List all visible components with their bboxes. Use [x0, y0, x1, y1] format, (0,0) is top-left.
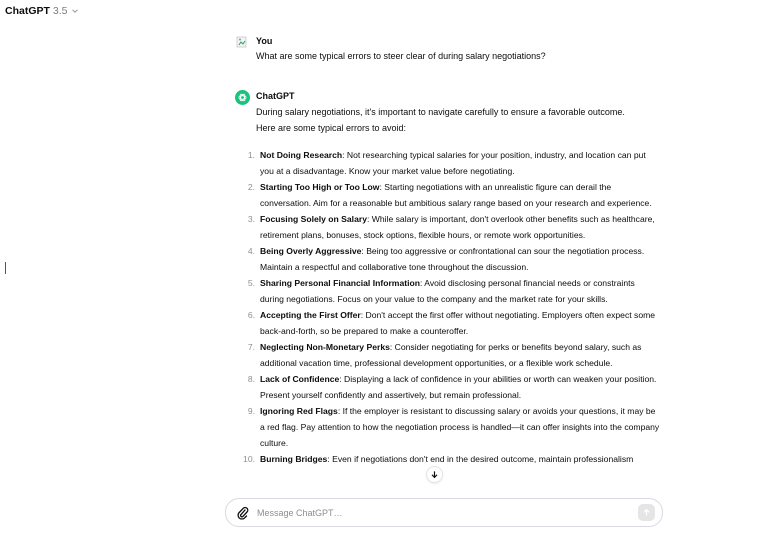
top-bar [0, 0, 768, 24]
item-number: 9. [247, 406, 255, 416]
item-number: 8. [247, 374, 255, 384]
item-body [260, 307, 660, 339]
user-author-name: You [256, 36, 273, 46]
list-item [242, 179, 662, 211]
list-item [242, 403, 662, 451]
item-body [260, 211, 660, 243]
chevron-down-icon [71, 7, 79, 15]
item-body [260, 275, 660, 307]
item-number: 7. [247, 342, 255, 352]
item-text: : Displaying a lack of confidence in your abilities or worth can weaken your position. Present yourself confidently and assertively, but remain professional. [260, 374, 657, 400]
send-button[interactable] [638, 504, 655, 521]
item-body [260, 403, 660, 451]
list-item [242, 243, 662, 275]
paperclip-icon[interactable] [236, 506, 250, 520]
item-title: Starting Too High or Too Low [260, 182, 380, 192]
item-title: Not Doing Research [260, 150, 343, 160]
item-number: 6. [247, 310, 255, 320]
item-text: : While salary is important, don't overlook other benefits such as healthcare, retirement plans, bonuses, stock options, flexible hours, or remote work opportunities. [260, 214, 655, 240]
item-text: : Don't accept the first offer without negotiating. Employers often expect some back-and-forth, so be prepared to make a counteroffer. [260, 310, 656, 336]
item-title: Focusing Solely on Salary [260, 214, 367, 224]
item-text: : Not researching typical salaries for your position, industry, and location can put you at a disadvantage. Know your market value before negotiating. [260, 150, 646, 176]
assistant-intro [256, 104, 656, 136]
item-body [260, 179, 660, 211]
message-composer [225, 498, 663, 527]
message-input[interactable] [257, 505, 627, 521]
error-list [242, 147, 662, 467]
item-text: : Even if negotiations don't end in the desired outcome, maintain professionalism [327, 454, 634, 464]
text-cursor [5, 262, 6, 274]
item-body [260, 147, 660, 179]
model-selector[interactable] [5, 5, 79, 17]
arrow-up-icon [642, 508, 651, 517]
item-text: : Avoid disclosing personal financial needs or constraints during negotiations. Focus on your value to the company and the market rate for your skills. [260, 278, 635, 304]
list-item [242, 307, 662, 339]
item-body [260, 451, 660, 467]
intro-line: Here are some typical errors to avoid: [256, 123, 407, 133]
scroll-to-bottom-button[interactable] [426, 466, 443, 483]
item-title: Lack of Confidence [260, 374, 340, 384]
list-item [242, 371, 662, 403]
item-number: 10. [243, 454, 255, 464]
item-title: Ignoring Red Flags [260, 406, 338, 416]
item-number: 4. [247, 246, 255, 256]
model-name: ChatGPT [5, 5, 50, 17]
conversation-thread[interactable] [233, 34, 663, 497]
item-body [260, 243, 660, 275]
list-item [242, 147, 662, 179]
broken-image-icon [236, 36, 250, 50]
item-body [260, 339, 660, 371]
item-title: Burning Bridges [260, 454, 328, 464]
arrow-down-icon [430, 470, 439, 479]
item-number: 5. [247, 278, 255, 288]
openai-logo-icon [235, 90, 250, 105]
item-title: Sharing Personal Financial Information [260, 278, 420, 288]
assistant-author-name: ChatGPT [256, 91, 295, 101]
list-item [242, 211, 662, 243]
item-text: : Being too aggressive or confrontational can sour the negotiation process. Maintain a respectful and collaborative tone throughout the discussion. [260, 246, 645, 272]
item-text: : Consider negotiating for perks or benefits beyond salary, such as additional vacation time, professional development opportunities, or a flexible work schedule. [260, 342, 642, 368]
model-version: 3.5 [52, 5, 68, 17]
item-number: 1. [247, 150, 255, 160]
item-title: Accepting the First Offer [260, 310, 361, 320]
item-title: Neglecting Non-Monetary Perks [260, 342, 390, 352]
item-text: : If the employer is resistant to discussing salary or avoids your questions, it may be a red flag. Pay attention to how the negotiation process is handled—it can offer insights into the company culture. [260, 406, 660, 448]
item-number: 3. [247, 214, 255, 224]
intro-line: During salary negotiations, it's important to navigate carefully to ensure a favorable outcome. [256, 107, 625, 117]
item-body [260, 371, 660, 403]
item-number: 2. [247, 182, 255, 192]
item-text: : Starting negotiations with an unrealistic figure can derail the conversation. Aim for a reasonable but ambitious salary range based on your research and experience. [260, 182, 652, 208]
list-item [242, 451, 662, 467]
item-title: Being Overly Aggressive [260, 246, 362, 256]
user-message-text: What are some typical errors to steer clear of during salary negotiations? [256, 51, 546, 61]
list-item [242, 339, 662, 371]
user-message [233, 34, 663, 92]
list-item [242, 275, 662, 307]
